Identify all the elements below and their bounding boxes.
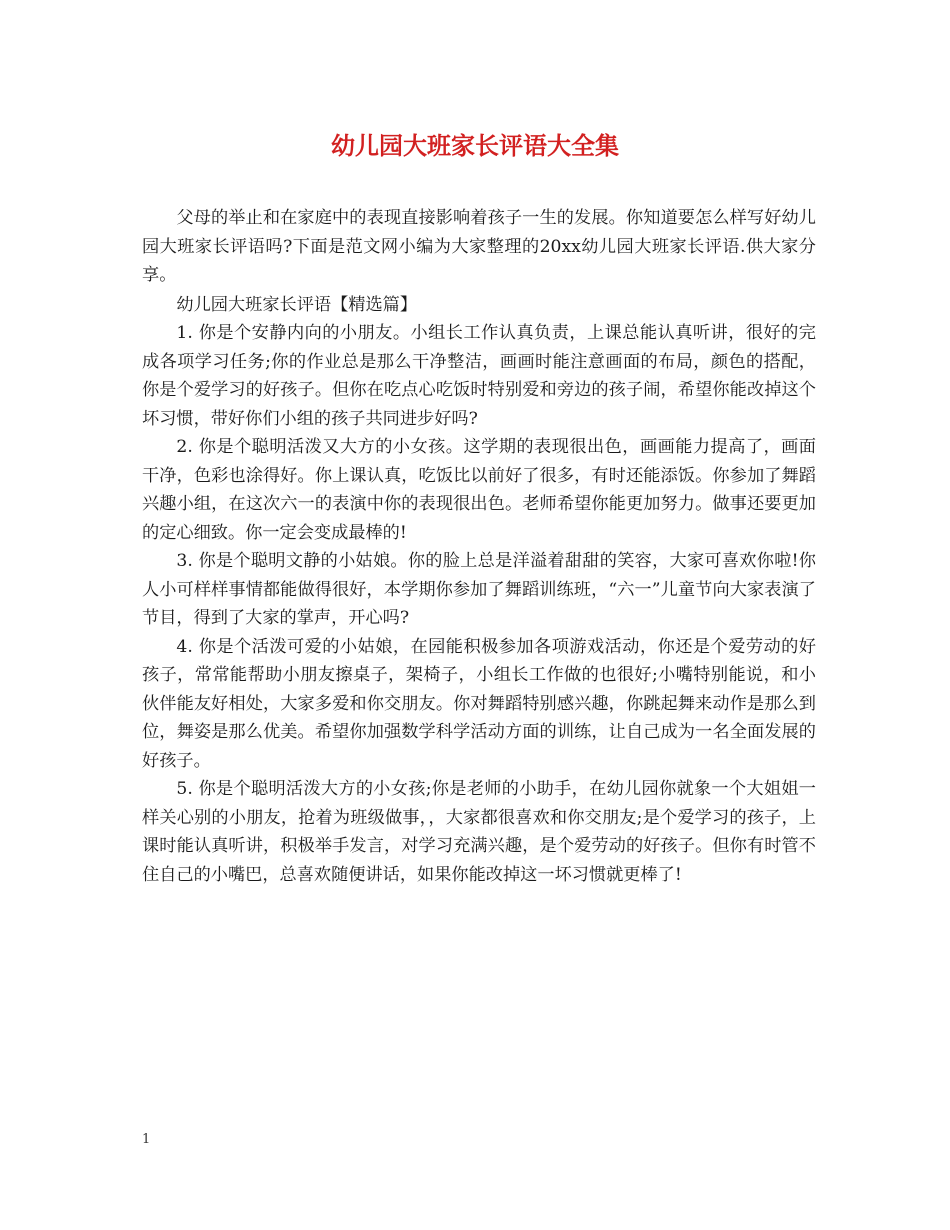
comment-paragraph-3: 3. 你是个聪明文静的小姑娘。你的脸上总是洋溢着甜甜的笑容，大家可喜欢你啦!你人小可样样事情都能做得很好，本学期你参加了舞蹈训练班，“六一”儿童节向大家表演了节目，得到了大家的掌声，开心吗? [142, 551, 816, 628]
comment-paragraph-5: 5. 你是个聪明活泼大方的小女孩;你是老师的小助手，在幼儿园你就象一个大姐姐一样关心别的小朋友，抢着为班级做事，，大家都很喜欢和你交朋友;是个爱学习的孩子，上课时能认真听讲，积极举手发言，对学习充满兴趣，是个爱劳动的好孩子。但你有时管不住自己的小嘴巴，总喜欢随便讲话，如果你能改掉这一坏习惯就更棒了! [142, 779, 816, 885]
comment-paragraph-1: 1. 你是个安静内向的小朋友。小组长工作认真负责，上课总能认真听讲，很好的完成各项学习任务;你的作业总是那么干净整洁，画画时能注意画面的布局，颜色的搭配，你是个爱学习的好孩子。但你在吃点心吃饭时特别爱和旁边的孩子闹，希望你能改掉这个坏习惯，带好你们小组的孩子共同进步好吗? [142, 323, 816, 429]
comment-paragraph-2: 2. 你是个聪明活泼又大方的小女孩。这学期的表现很出色，画画能力提高了，画面干净，色彩也涂得好。你上课认真，吃饭比以前好了很多，有时还能添饭。你参加了舞蹈兴趣小组，在这次六一的表演中你的表现很出色。老师希望你能更加努力。做事还要更加的定心细致。你一定会变成最棒的! [142, 437, 816, 543]
intro-paragraph: 父母的举止和在家庭中的表现直接影响着孩子一生的发展。你知道要怎么样写好幼儿园大班家长评语吗?下面是范文网小编为大家整理的20xx幼儿园大班家长评语.供大家分享。 [142, 208, 816, 285]
page-number: 1 [142, 1132, 151, 1147]
section-heading: 幼儿园大班家长评语【精选篇】 [176, 294, 418, 315]
document-title: 幼儿园大班家长评语大全集 [331, 131, 619, 160]
comment-paragraph-4: 4. 你是个活泼可爱的小姑娘，在园能积极参加各项游戏活动，你还是个爱劳动的好孩子，常常能帮助小朋友擦桌子，架椅子，小组长工作做的也很好;小嘴特别能说，和小伙伴能友好相处，大家多爱和你交朋友。你对舞蹈特别感兴趣，你跳起舞来动作是那么到位，舞姿是那么优美。希望你加强数学科学活动方面的训练，让自己成为一名全面发展的好孩子。 [142, 636, 816, 771]
document-body [142, 204, 816, 889]
